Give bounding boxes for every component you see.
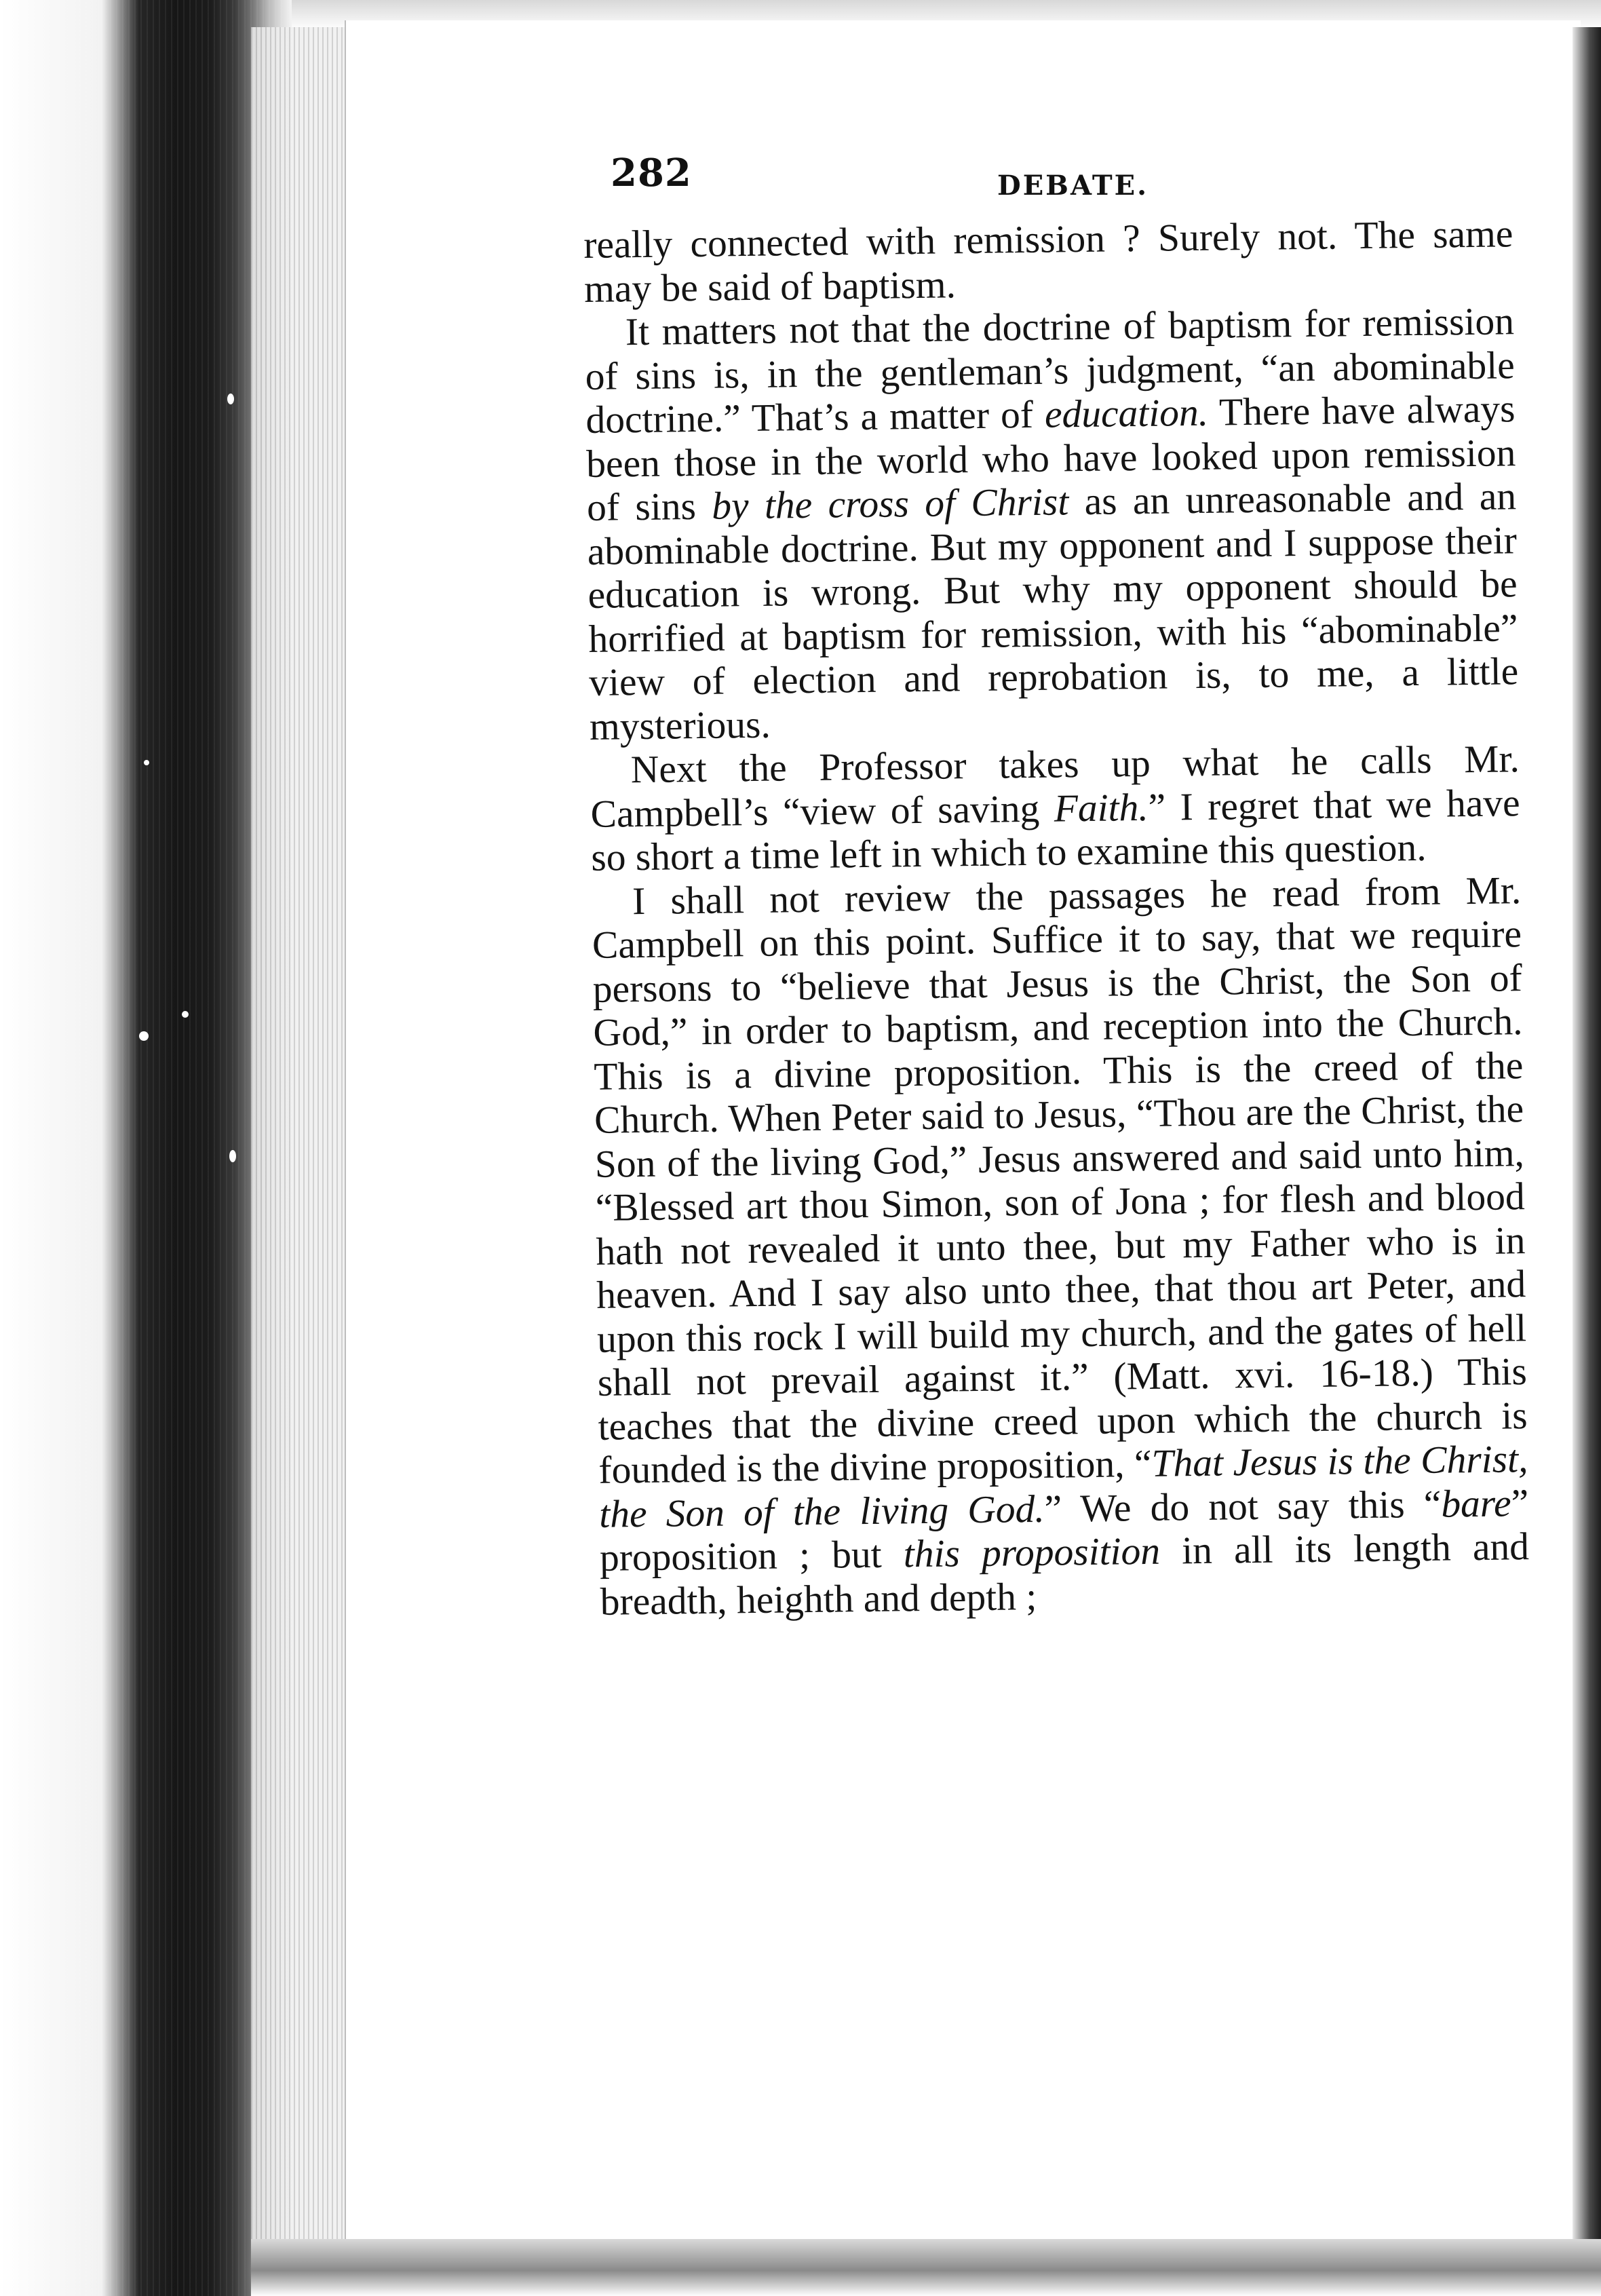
paragraph xyxy=(585,300,1520,749)
paragraph xyxy=(592,869,1530,1624)
text-run: ” We do not say this “ xyxy=(1044,1482,1442,1531)
running-head xyxy=(611,151,1459,205)
italic-text: education. xyxy=(1044,391,1209,436)
text-run: really connected with remission ? Surely not. The same may be said of baptism. xyxy=(583,212,1513,311)
binding-speck xyxy=(227,394,234,404)
binding-speck xyxy=(144,760,149,765)
italic-text: this proposition xyxy=(903,1529,1161,1576)
text-run: There have always been those in the world who have looked upon remission of sins xyxy=(585,387,1516,529)
italic-text: by the cross of Christ xyxy=(711,480,1069,528)
paragraph xyxy=(583,212,1513,311)
page-edges xyxy=(251,27,353,2253)
italic-text: That Jesus is the Christ, the Son of the living God. xyxy=(598,1438,1528,1536)
text-run: ” I regret that we have so short a time left in which to examine this question. xyxy=(591,781,1520,879)
binding-speck xyxy=(139,1031,149,1041)
text-run: I shall not review the passages he read from Mr. Campbell on this point. Suffice it to say, that we require persons to “believe that Jesus is the Christ, the Son of God,” in order to baptism, and reception into the Church. This is a divine proposition. This is the creed of the Church. When Peter said to Jesus, “Thou are the Christ, the Son of the living God,” Jesus answered and said unto him, “Blessed art thou Simon, son of Jona ; for flesh and blood hath not revealed it unto thee, but my Father who is in heaven. And I say also unto thee, that thou art Peter, and upon this rock I will build my church, and the gates of hell shall not prevail against it.” (Matt. xvi. 16-18.) This teaches that the divine creed upon which the church is founded is the divine proposition, “ xyxy=(592,868,1528,1492)
paragraph xyxy=(590,738,1520,880)
text-run: as an unreasonable and an abominable doctrine. But my opponent and I suppose their education is wrong. But why my opponent should be horrified at baptism for remission, with his “abominable” view of election and reprobation is, to me, a little mysterious. xyxy=(587,475,1519,748)
running-title: DEBATE. xyxy=(997,170,1149,202)
text-run: ” proposition ; but xyxy=(599,1481,1529,1580)
right-page-edge xyxy=(1573,27,1601,2266)
text-run: in all its length and breadth, heighth and depth ; xyxy=(600,1525,1530,1624)
binding-speck xyxy=(182,1011,189,1018)
page-number: 282 xyxy=(611,151,692,195)
text-run: Next the Professor takes up what he calls Mr. Campbell’s “view of saving xyxy=(590,738,1520,836)
bottom-page-edge xyxy=(251,2239,1601,2296)
italic-text: bare xyxy=(1440,1481,1511,1526)
book-binding xyxy=(0,0,292,2296)
italic-text: Faith. xyxy=(1054,786,1149,830)
binding-speck xyxy=(229,1150,236,1162)
body-text xyxy=(583,212,1530,1624)
text-run: It matters not that the doctrine of baptism for remission of sins is, in the gentleman’s judgment, “an abominable doctrine.” That’s a matter of xyxy=(585,300,1516,442)
